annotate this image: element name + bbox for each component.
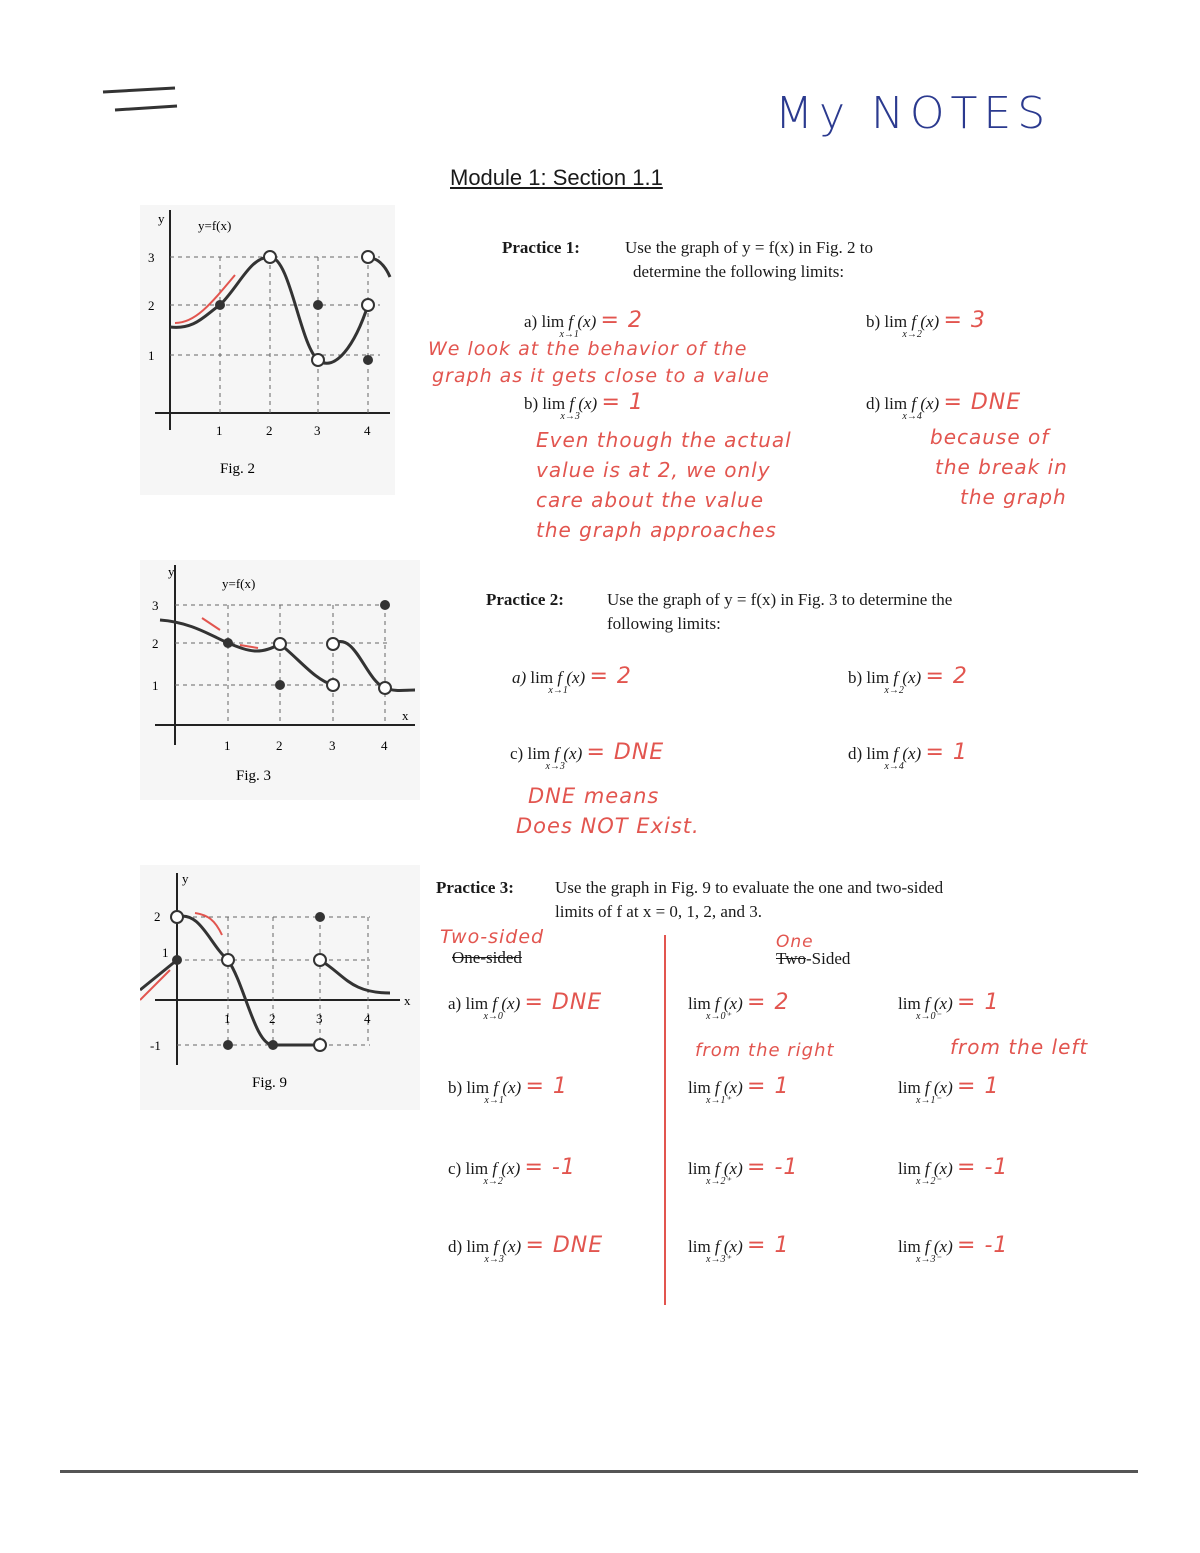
function-expression: f (x) bbox=[569, 394, 598, 413]
practice3-left-answer: = 1 bbox=[957, 990, 1000, 1015]
figure-3 bbox=[140, 560, 420, 800]
fig9-y-tick: 2 bbox=[154, 909, 161, 924]
practice1-note-behavior-1: We look at the behavior of the bbox=[428, 338, 748, 360]
fig9-graph bbox=[140, 865, 420, 1110]
practice3-instr-2: limits of f at x = 0, 1, 2, and 3. bbox=[555, 902, 762, 921]
item-label: b) bbox=[848, 668, 863, 687]
practice1-b-answer: = 3 bbox=[943, 308, 986, 333]
fig3-caption: Fig. 3 bbox=[236, 768, 272, 784]
practice3-two-limit bbox=[448, 1074, 568, 1106]
practice3-two-limit bbox=[448, 990, 603, 1022]
item-label: b) bbox=[448, 1078, 463, 1097]
practice3-right-answer: = 1 bbox=[747, 1233, 790, 1258]
fig3-graph bbox=[140, 560, 420, 800]
item-label: c) bbox=[510, 744, 524, 763]
practice2-d-answer: = 1 bbox=[925, 740, 968, 765]
practice2-item-b bbox=[848, 664, 968, 696]
practice2-instr-1: Use the graph of y = f(x) in Fig. 3 to determine the bbox=[607, 590, 953, 609]
item-label: d) bbox=[448, 1237, 463, 1256]
function-expression: f (x) bbox=[714, 1078, 743, 1097]
fig3-x-tick: 3 bbox=[329, 738, 336, 753]
limit-expression: lim x→0⁻ bbox=[898, 994, 941, 1022]
practice3-left-answer: = 1 bbox=[957, 1074, 1000, 1099]
fig9-x-tick: 1 bbox=[224, 1011, 231, 1026]
fig2-y-label: y bbox=[158, 211, 165, 226]
item-label: a) bbox=[512, 668, 527, 687]
limit-expression: lim x→1 bbox=[541, 312, 579, 340]
fig2-func-label: y=f(x) bbox=[198, 218, 232, 233]
practice1-note-even-2: value is at 2, we only bbox=[536, 458, 771, 482]
fig2-caption: Fig. 2 bbox=[220, 461, 256, 477]
practice2-note-dne-1: DNE means bbox=[528, 784, 660, 808]
practice3-instr-1: Use the graph in Fig. 9 to evaluate the one and two-sided bbox=[555, 878, 944, 897]
function-expression: f (x) bbox=[714, 1237, 743, 1256]
function-expression: f (x) bbox=[924, 994, 953, 1013]
limit-expression: lim x→2 bbox=[465, 1159, 503, 1187]
practice1-note-behavior-2: graph as it gets close to a value bbox=[432, 365, 770, 387]
figure-2 bbox=[140, 205, 395, 495]
practice2-b-answer: = 2 bbox=[925, 664, 968, 689]
limit-expression: lim x→1 bbox=[530, 668, 568, 696]
fig9-y-tick: 1 bbox=[162, 945, 169, 960]
practice1-note-even-1: Even though the actual bbox=[536, 428, 792, 452]
function-expression: f (x) bbox=[557, 668, 586, 687]
practice3-left-answer: = -1 bbox=[957, 1233, 1009, 1258]
function-expression: f (x) bbox=[924, 1237, 953, 1256]
practice2-label: Practice 2: bbox=[486, 590, 564, 609]
practice2-note-dne-2: Does NOT Exist. bbox=[516, 814, 700, 838]
fig9-x-tick: 4 bbox=[364, 1011, 371, 1026]
practice3-two-answer: = -1 bbox=[524, 1155, 576, 1180]
fig3-func-label: y=f(x) bbox=[222, 576, 256, 591]
function-expression: f (x) bbox=[714, 994, 743, 1013]
fig2-x-tick: 3 bbox=[314, 423, 321, 438]
practice3-left-answer: = -1 bbox=[957, 1155, 1009, 1180]
practice2-item-d bbox=[848, 740, 968, 772]
function-expression: f (x) bbox=[493, 1237, 522, 1256]
function-expression: f (x) bbox=[714, 1159, 743, 1178]
function-expression: f (x) bbox=[911, 394, 940, 413]
practice1-instr-1: Use the graph of y = f(x) in Fig. 2 to bbox=[625, 238, 874, 257]
function-expression: f (x) bbox=[568, 312, 597, 331]
practice3-left-limit bbox=[898, 1155, 1009, 1187]
fig2-x-tick: 1 bbox=[216, 423, 223, 438]
fig3-y-label: y bbox=[168, 564, 175, 579]
function-expression: f (x) bbox=[893, 744, 922, 763]
notes-title: My NOTES bbox=[775, 88, 1052, 139]
limit-expression: lim x→0 bbox=[465, 994, 503, 1022]
function-expression: f (x) bbox=[911, 312, 940, 331]
limit-expression: lim x→1⁻ bbox=[898, 1078, 941, 1106]
item-label: c) bbox=[448, 1159, 462, 1178]
practice3-left-limit bbox=[898, 990, 1000, 1022]
pencil-marks bbox=[95, 80, 185, 130]
practice1-note-because-2: the break in bbox=[935, 455, 1068, 479]
practice3-left-limit bbox=[898, 1233, 1009, 1265]
practice3-right-limit bbox=[688, 990, 790, 1022]
practice3-two-limit bbox=[448, 1155, 576, 1187]
bottom-rule bbox=[60, 1470, 1138, 1473]
practice3-label: Practice 3: bbox=[436, 878, 514, 897]
item-label: a) bbox=[524, 312, 538, 331]
function-expression: f (x) bbox=[492, 1159, 521, 1178]
practice3-right-answer: = -1 bbox=[747, 1155, 799, 1180]
limit-expression: lim x→3⁻ bbox=[898, 1237, 941, 1265]
practice3-two-answer: = DNE bbox=[524, 990, 603, 1015]
fig3-x-tick: 2 bbox=[276, 738, 283, 753]
fig3-y-tick: 3 bbox=[152, 598, 159, 613]
practice2-a-answer: = 2 bbox=[589, 664, 632, 689]
fig9-y-tick: -1 bbox=[150, 1038, 161, 1053]
limit-expression: lim x→3⁺ bbox=[688, 1237, 731, 1265]
limit-expression: lim x→2 bbox=[866, 668, 904, 696]
fig9-x-label: x bbox=[404, 993, 411, 1008]
fig3-x-tick: 1 bbox=[224, 738, 231, 753]
practice1-instr-2: determine the following limits: bbox=[633, 262, 845, 281]
practice1-item-d bbox=[866, 390, 1022, 422]
practice2-item-a bbox=[512, 664, 632, 696]
practice3-right-limit bbox=[688, 1233, 790, 1265]
fig9-x-tick: 2 bbox=[269, 1011, 276, 1026]
item-label: d) bbox=[866, 394, 881, 413]
limit-expression: lim x→4 bbox=[866, 744, 904, 772]
item-label: b) bbox=[866, 312, 881, 331]
limit-expression: lim x→1 bbox=[466, 1078, 504, 1106]
column-divider bbox=[664, 935, 666, 1305]
practice1-b2-answer: = 1 bbox=[601, 390, 644, 415]
limit-expression: lim x→1⁺ bbox=[688, 1078, 731, 1106]
limit-expression: lim x→2⁻ bbox=[898, 1159, 941, 1187]
fig3-x-label: x bbox=[402, 708, 409, 723]
fig2-x-tick: 2 bbox=[266, 423, 273, 438]
practice3-col2-header bbox=[776, 949, 850, 969]
fig3-y-tick: 2 bbox=[152, 636, 159, 651]
practice1-item-a bbox=[524, 308, 643, 340]
fig2-y-tick: 1 bbox=[148, 348, 155, 363]
practice1-note-because-3: the graph bbox=[960, 485, 1067, 509]
item-label: a) bbox=[448, 994, 462, 1013]
practice3-col1-struck: One-sided bbox=[452, 948, 522, 967]
col2-rest: -Sided bbox=[805, 949, 851, 968]
practice2-item-c bbox=[510, 740, 665, 772]
fig2-y-tick: 3 bbox=[148, 250, 155, 265]
function-expression: f (x) bbox=[893, 668, 922, 687]
practice3-two-answer: = DNE bbox=[525, 1233, 604, 1258]
limit-expression: lim x→2⁺ bbox=[688, 1159, 731, 1187]
practice1-note-because-1: because of bbox=[930, 425, 1050, 449]
practice1-a-answer: = 2 bbox=[600, 308, 643, 333]
practice3-note-right: from the right bbox=[695, 1040, 835, 1061]
function-expression: f (x) bbox=[924, 1159, 953, 1178]
fig2-graph bbox=[140, 205, 395, 495]
function-expression: f (x) bbox=[493, 1078, 522, 1097]
practice3-col2-hand: One bbox=[776, 932, 814, 952]
function-expression: f (x) bbox=[554, 744, 583, 763]
figure-9 bbox=[140, 865, 420, 1110]
col2-struck: Two bbox=[776, 949, 806, 968]
practice3-right-answer: = 2 bbox=[747, 990, 790, 1015]
function-expression: f (x) bbox=[924, 1078, 953, 1097]
practice1-item-b-left bbox=[524, 390, 644, 422]
practice3-col1-hand: Two-sided bbox=[440, 926, 545, 948]
practice1-note-even-3: care about the value bbox=[536, 488, 765, 512]
fig2-x-tick: 4 bbox=[364, 423, 371, 438]
practice2-c-answer: = DNE bbox=[586, 740, 665, 765]
practice3-right-limit bbox=[688, 1155, 799, 1187]
item-label: d) bbox=[848, 744, 863, 763]
limit-expression: lim x→3 bbox=[466, 1237, 504, 1265]
practice3-note-left: from the left bbox=[950, 1035, 1089, 1059]
practice2-instr-2: following limits: bbox=[607, 614, 721, 633]
section-title: Module 1: Section 1.1 bbox=[450, 165, 663, 190]
fig9-y-label: y bbox=[182, 871, 189, 886]
fig3-y-tick: 1 bbox=[152, 678, 159, 693]
practice3-left-limit bbox=[898, 1074, 1000, 1106]
practice3-right-limit bbox=[688, 1074, 790, 1106]
fig2-y-tick: 2 bbox=[148, 298, 155, 313]
limit-expression: lim x→3 bbox=[542, 394, 580, 422]
limit-expression: lim x→4 bbox=[884, 394, 922, 422]
function-expression: f (x) bbox=[492, 994, 521, 1013]
practice3-two-answer: = 1 bbox=[525, 1074, 568, 1099]
practice1-d-answer: = DNE bbox=[943, 390, 1022, 415]
practice3-right-answer: = 1 bbox=[747, 1074, 790, 1099]
limit-expression: lim x→3 bbox=[527, 744, 565, 772]
fig3-x-tick: 4 bbox=[381, 738, 388, 753]
fig9-x-tick: 3 bbox=[316, 1011, 323, 1026]
fig9-caption: Fig. 9 bbox=[252, 1075, 288, 1091]
limit-expression: lim x→2 bbox=[884, 312, 922, 340]
practice1-label: Practice 1: bbox=[502, 238, 580, 257]
practice1-item-b-right bbox=[866, 308, 986, 340]
item-label: b) bbox=[524, 394, 539, 413]
limit-expression: lim x→0⁺ bbox=[688, 994, 731, 1022]
practice1-note-even-4: the graph approaches bbox=[536, 518, 777, 542]
practice3-two-limit bbox=[448, 1233, 604, 1265]
